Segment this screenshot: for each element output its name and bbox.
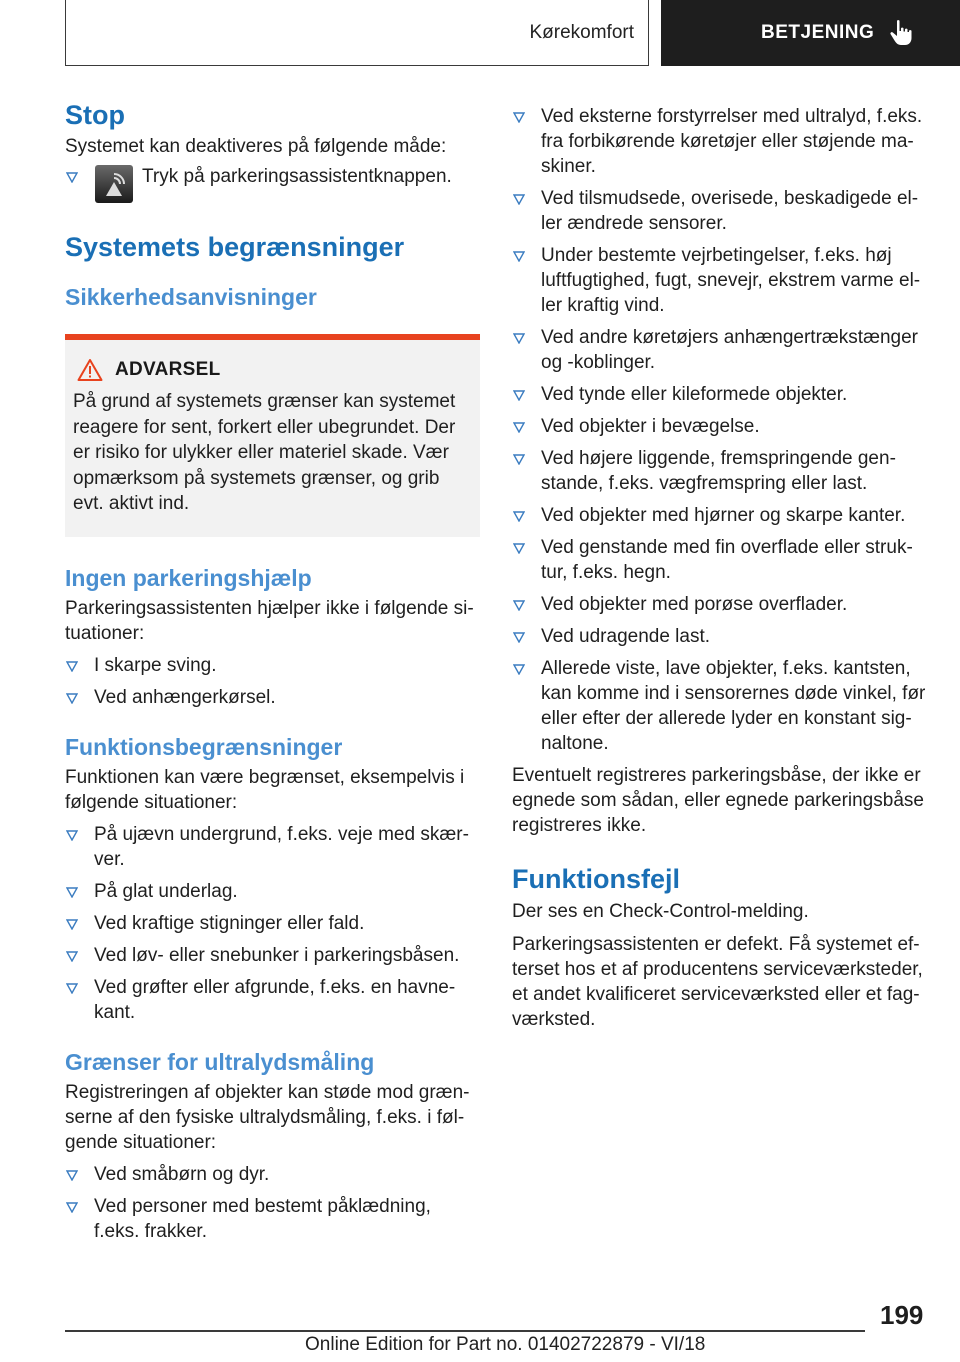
page-number: 199 bbox=[880, 1300, 924, 1330]
list-item: I skarpe sving. bbox=[65, 653, 480, 678]
list-item: Ved grøfter eller afgrunde, f.eks. en havne-kant. bbox=[65, 975, 480, 1025]
triangle-bullet-icon bbox=[513, 663, 525, 675]
warning-title-row bbox=[73, 358, 471, 382]
list-item: Ved objekter i bevægelse. bbox=[512, 414, 928, 439]
right-column bbox=[512, 104, 928, 1032]
no-help-heading: Ingen parkeringshjælp bbox=[65, 564, 312, 591]
fault-heading: Funktionsfejl bbox=[512, 864, 680, 894]
list-item: Ved højere liggende, fremspringende gen-stande, f.eks. vægfremspring eller last. bbox=[512, 446, 928, 496]
triangle-bullet-icon bbox=[513, 332, 525, 344]
list-item bbox=[65, 164, 480, 206]
triangle-bullet-icon bbox=[66, 829, 78, 841]
edition-text: Online Edition for Part no. 01402722879 - VI/18 bbox=[305, 1334, 706, 1355]
limits-heading: Systemets begrænsninger bbox=[65, 232, 405, 262]
warning-text: På grund af systemets grænser kan systemet reagere for sent, forkert eller ubegrundet. Der er risiko for ulykker eller materiel skade. Vær opmærksom på systemets grænser, og grib evt. aktivt ind. bbox=[73, 391, 456, 514]
ultrasound-heading: Grænser for ultralydsmåling bbox=[65, 1048, 375, 1075]
section-title: Kørekomfort bbox=[65, 0, 649, 66]
footer-divider bbox=[65, 1330, 865, 1332]
list-item: Ved udragende last. bbox=[512, 624, 928, 649]
list-item: Ved kraftige stigninger eller fald. bbox=[65, 911, 480, 936]
triangle-bullet-icon bbox=[513, 111, 525, 123]
stop-heading: Stop bbox=[65, 100, 125, 130]
list-item: Under bestemte vejrbetingelser, f.eks. høj luftfugtighed, fugt, snevejr, ekstrem varme el-ler kraftig vind. bbox=[512, 243, 928, 318]
chapter-tab bbox=[661, 0, 960, 66]
list-item: Ved objekter med porøse overflader. bbox=[512, 592, 928, 617]
triangle-bullet-icon bbox=[513, 193, 525, 205]
triangle-bullet-icon bbox=[66, 171, 78, 183]
safety-heading: Sikkerhedsanvisninger bbox=[65, 284, 317, 310]
triangle-bullet-icon bbox=[66, 660, 78, 672]
list-item: Ved personer med bestemt påklædning, f.eks. frakker. bbox=[65, 1194, 480, 1244]
stop-list bbox=[65, 164, 480, 206]
triangle-bullet-icon bbox=[513, 599, 525, 611]
list-item: Ved genstande med fin overflade eller struk-tur, f.eks. hegn. bbox=[512, 535, 928, 585]
triangle-bullet-icon bbox=[513, 453, 525, 465]
list-item: Ved anhængerkørsel. bbox=[65, 685, 480, 710]
no-help-text: Parkeringsassistenten hjælper ikke i følgende si-tuationer: bbox=[65, 597, 474, 644]
fault-text-1: Der ses en Check-Control-melding. bbox=[512, 901, 809, 922]
triangle-bullet-icon bbox=[66, 886, 78, 898]
list-item: På glat underlag. bbox=[65, 879, 480, 904]
triangle-bullet-icon bbox=[513, 631, 525, 643]
list-item: Ved tilsmudsede, overisede, beskadigede el-ler ændrede sensorer. bbox=[512, 186, 928, 236]
triangle-bullet-icon bbox=[513, 389, 525, 401]
func-limits-heading: Funktionsbegrænsninger bbox=[65, 733, 343, 760]
list-item: Ved andre køretøjers anhængertrækstænger og -koblinger. bbox=[512, 325, 928, 375]
warning-triangle-icon bbox=[77, 358, 103, 382]
list-item: Ved tynde eller kileformede objekter. bbox=[512, 382, 928, 407]
list-item: Allerede viste, lave objekter, f.eks. kantsten, kan komme ind i sensorernes døde vinkel, før eller efter der allerede lyder en konstant sig-naltone. bbox=[512, 656, 928, 756]
warning-box bbox=[65, 334, 480, 537]
func-limits-text: Funktionen kan være begrænset, eksempelvis i følgende situationer: bbox=[65, 766, 465, 813]
warning-title: ADVARSEL bbox=[115, 359, 221, 380]
list-item: Ved objekter med hjørner og skarpe kanter. bbox=[512, 503, 928, 528]
page-header bbox=[65, 0, 960, 66]
triangle-bullet-icon bbox=[66, 692, 78, 704]
triangle-bullet-icon bbox=[66, 1169, 78, 1181]
list-item: Ved eksterne forstyrrelser med ultralyd, f.eks. fra forbikørende køretøjer eller støjende ma-skiner. bbox=[512, 104, 928, 179]
no-help-list bbox=[65, 653, 480, 710]
hand-pointer-icon bbox=[888, 19, 914, 47]
ultrasound-list-continued bbox=[512, 104, 928, 756]
after-list-text: Eventuelt registreres parkeringsbåse, der ikke er egnede som sådan, eller egnede parkeringsbåse registreres ikke. bbox=[512, 765, 924, 836]
left-column bbox=[65, 98, 480, 1244]
triangle-bullet-icon bbox=[66, 1201, 78, 1213]
triangle-bullet-icon bbox=[513, 250, 525, 262]
ultrasound-text: Registreringen af objekter kan støde mod græn-serne af den fysiske ultralydsmåling, f.eks. i føl-gende situationer: bbox=[65, 1081, 470, 1153]
list-item: På ujævn undergrund, f.eks. veje med skær-ver. bbox=[65, 822, 480, 872]
triangle-bullet-icon bbox=[513, 421, 525, 433]
triangle-bullet-icon bbox=[513, 510, 525, 522]
fault-text-2: Parkeringsassistenten er defekt. Få systemet ef-terset hos et af producentens serviceværksteder, et andet kvalificeret serviceværksted eller et fag-værksted. bbox=[512, 934, 923, 1030]
func-limits-list bbox=[65, 822, 480, 1025]
list-item: Ved løv- eller snebunker i parkeringsbåsen. bbox=[65, 943, 480, 968]
triangle-bullet-icon bbox=[66, 918, 78, 930]
stop-text: Systemet kan deaktiveres på følgende måde: bbox=[65, 136, 447, 157]
parking-assistant-button-icon bbox=[94, 164, 134, 204]
list-item: Ved småbørn og dyr. bbox=[65, 1162, 480, 1187]
triangle-bullet-icon bbox=[513, 542, 525, 554]
stop-bullet-text: Tryk på parkeringsassistentknappen. bbox=[142, 166, 452, 187]
triangle-bullet-icon bbox=[66, 982, 78, 994]
chapter-title: BETJENING bbox=[761, 22, 875, 43]
triangle-bullet-icon bbox=[66, 950, 78, 962]
ultrasound-list bbox=[65, 1162, 480, 1244]
